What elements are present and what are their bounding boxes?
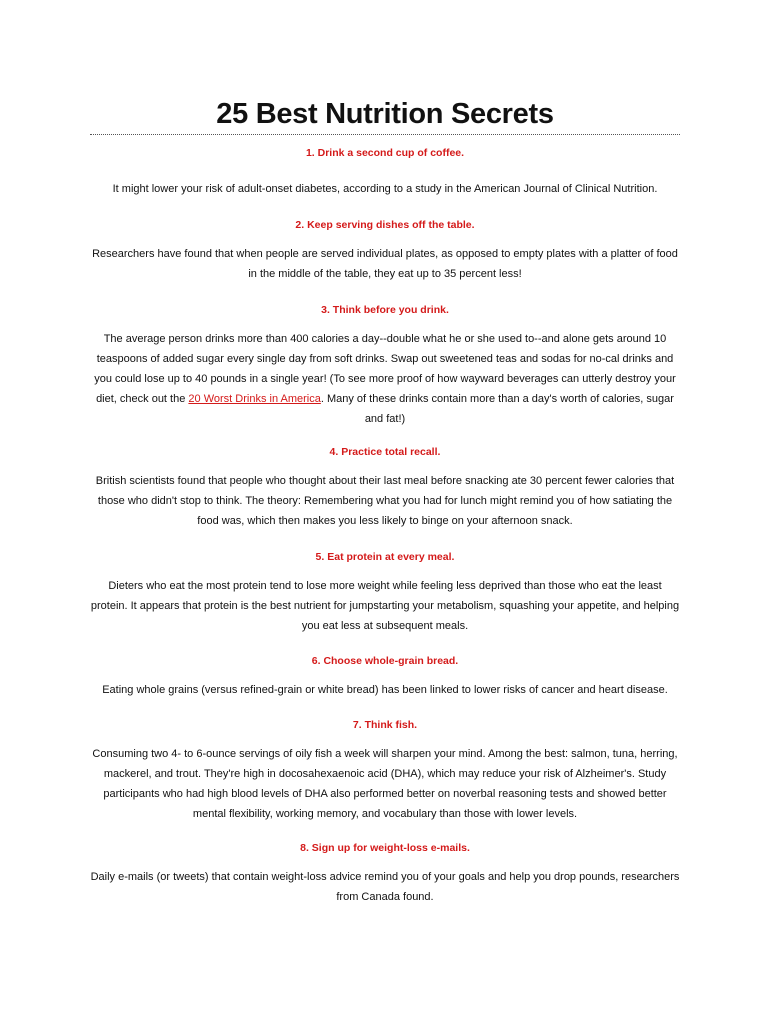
- secret-section-7: [90, 715, 680, 824]
- section-heading: 7. Think fish.: [352, 719, 418, 731]
- section-heading: 6. Choose whole-grain bread.: [311, 655, 459, 667]
- worst-drinks-link[interactable]: 20 Worst Drinks in America: [188, 393, 321, 405]
- secret-section-1: [90, 143, 680, 199]
- section-heading: 4. Practice total recall.: [329, 446, 441, 458]
- secret-section-5: [90, 547, 680, 636]
- section-heading: 5. Eat protein at every meal.: [315, 551, 455, 563]
- section-heading: 2. Keep serving dishes off the table.: [295, 219, 475, 231]
- section-heading: 8. Sign up for weight-loss e-mails.: [300, 842, 470, 854]
- secret-section-4: [90, 442, 680, 531]
- secret-section-8: [90, 838, 680, 907]
- document-page: [90, 0, 680, 907]
- section-body: [90, 329, 680, 429]
- section-heading: 1. Drink a second cup of coffee.: [305, 147, 465, 159]
- section-body: Dieters who eat the most protein tend to lose more weight while feeling less deprived than those who eat the least protein. It appears that protein is the best nutrient for jumpstarting your metabolism, squashing your appetite, and helping you eat less at subsequent meals.: [90, 580, 680, 632]
- section-body: Eating whole grains (versus refined-grain or white bread) has been linked to lower risks of cancer and heart disease.: [102, 684, 668, 696]
- secret-section-6: [90, 651, 680, 700]
- section-body: Consuming two 4- to 6-ounce servings of oily fish a week will sharpen your mind. Among the best: salmon, tuna, herring, mackerel, and trout. They're high in docosahexaenoic acid (DHA), which may reduce your risk of Alzheimer's. Study participants who had high blood levels of DHA also performed better on noverbal reasoning tests and showed better mental flexibility, working memory, and vocabulary than those with lower levels.: [92, 748, 678, 820]
- section-body: British scientists found that people who thought about their last meal before snacking ate 30 percent fewer calories that those who didn't stop to think. The theory: Remembering what you had for lunch might remind you of how satiating the food was, which then makes you less likely to binge on your afternoon snack.: [95, 475, 675, 527]
- title-divider: [90, 134, 680, 135]
- document-title: 25 Best Nutrition Secrets: [216, 98, 554, 130]
- body-text-after-link: . Many of these drinks contain more than a day's worth of calories, sugar and fat!): [320, 393, 674, 425]
- secret-section-3: [90, 300, 680, 429]
- secret-section-2: [90, 215, 680, 284]
- section-body: Daily e-mails (or tweets) that contain weight-loss advice remind you of your goals and help you drop pounds, researchers from Canada found.: [90, 871, 680, 903]
- body-text-before-link: The average person drinks more than 400 calories a day--double what he or she used to--and alone gets around 10 teaspoons of added sugar every single day from soft drinks. Swap out sweetened teas and sodas for no-cal drinks and you could lose up to 40 pounds in a single year! (To see more proof of how wayward beverages can utterly destroy your diet, check out the: [94, 333, 676, 405]
- section-body: Researchers have found that when people are served individual plates, as opposed to empty plates with a platter of food in the middle of the table, they eat up to 35 percent less!: [92, 248, 678, 280]
- section-heading: 3. Think before you drink.: [321, 304, 449, 316]
- section-body: It might lower your risk of adult-onset diabetes, according to a study in the American Journal of Clinical Nutrition.: [112, 183, 658, 195]
